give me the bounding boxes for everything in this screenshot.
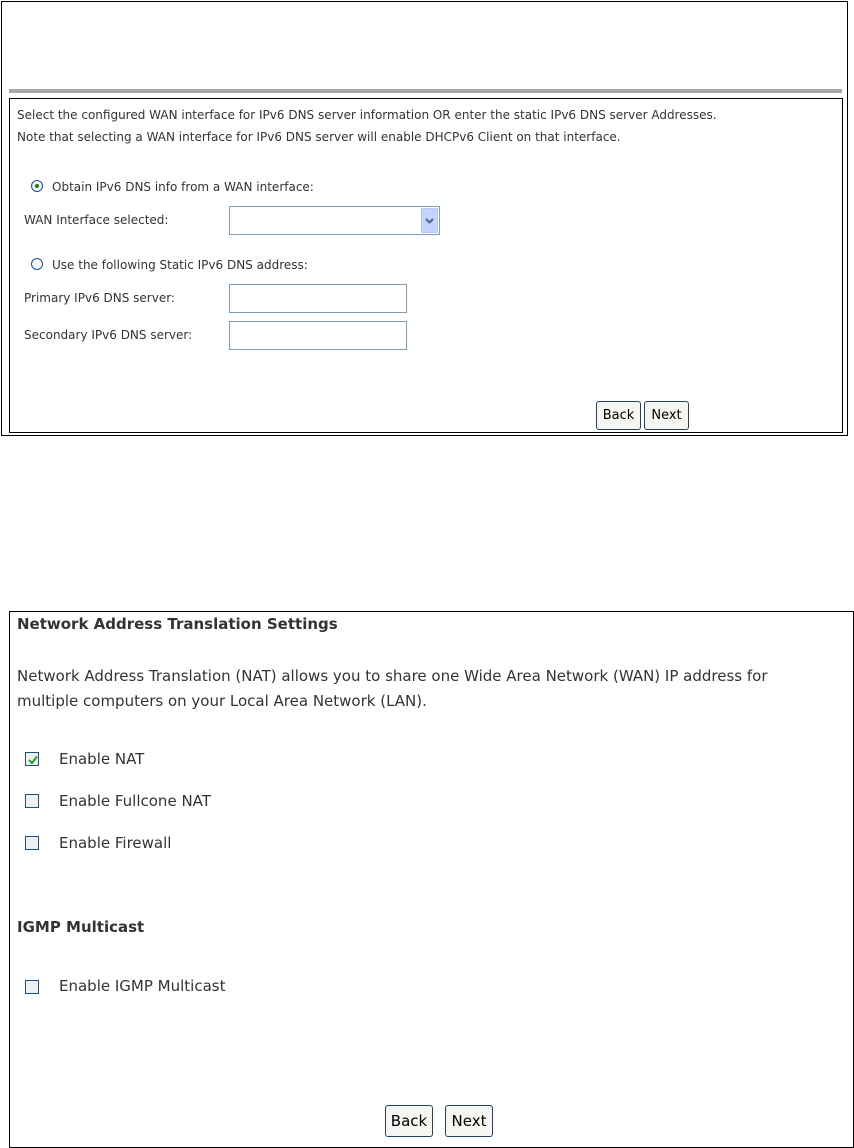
checkmark-icon (27, 754, 39, 766)
ipv6-description-line1: Select the configured WAN interface for IPv6 DNS server information OR enter the static IPv6 DNS server Addresses. (17, 108, 717, 122)
wan-interface-label: WAN Interface selected: (24, 213, 169, 227)
igmp-title: IGMP Multicast (17, 918, 145, 936)
nat-description-line2: multiple computers on your Local Area Network (LAN). (17, 692, 427, 710)
obtain-wan-radio[interactable] (31, 180, 43, 192)
primary-dns-label: Primary IPv6 DNS server: (24, 291, 175, 305)
obtain-wan-label: Obtain IPv6 DNS info from a WAN interface: (52, 180, 314, 194)
nat-title: Network Address Translation Settings (17, 615, 338, 633)
header-divider (9, 89, 842, 93)
enable-firewall-label: Enable Firewall (59, 834, 172, 852)
static-dns-label: Use the following Static IPv6 DNS address: (52, 258, 308, 272)
enable-igmp-label: Enable IGMP Multicast (59, 977, 226, 995)
chevron-down-icon[interactable] (421, 208, 438, 233)
enable-fullcone-nat-label: Enable Fullcone NAT (59, 792, 211, 810)
ipv6-description-line2: Note that selecting a WAN interface for IPv6 DNS server will enable DHCPv6 Client on that interface. (17, 130, 621, 144)
back-button[interactable]: Back (596, 401, 641, 430)
enable-firewall-checkbox[interactable] (25, 836, 39, 850)
nat-next-button[interactable]: Next (445, 1105, 493, 1137)
static-dns-radio[interactable] (31, 258, 43, 270)
enable-igmp-checkbox[interactable] (25, 980, 39, 994)
next-button[interactable]: Next (644, 401, 689, 430)
secondary-dns-input[interactable] (229, 321, 407, 350)
nat-description-line1: Network Address Translation (NAT) allows you to share one Wide Area Network (WAN) IP address for (17, 667, 768, 685)
secondary-dns-label: Secondary IPv6 DNS server: (24, 328, 193, 342)
nat-back-button[interactable]: Back (385, 1105, 433, 1137)
enable-nat-label: Enable NAT (59, 750, 145, 768)
enable-fullcone-nat-checkbox[interactable] (25, 794, 39, 808)
wan-interface-select[interactable] (229, 206, 440, 235)
enable-nat-checkbox[interactable] (25, 752, 39, 766)
primary-dns-input[interactable] (229, 284, 407, 313)
